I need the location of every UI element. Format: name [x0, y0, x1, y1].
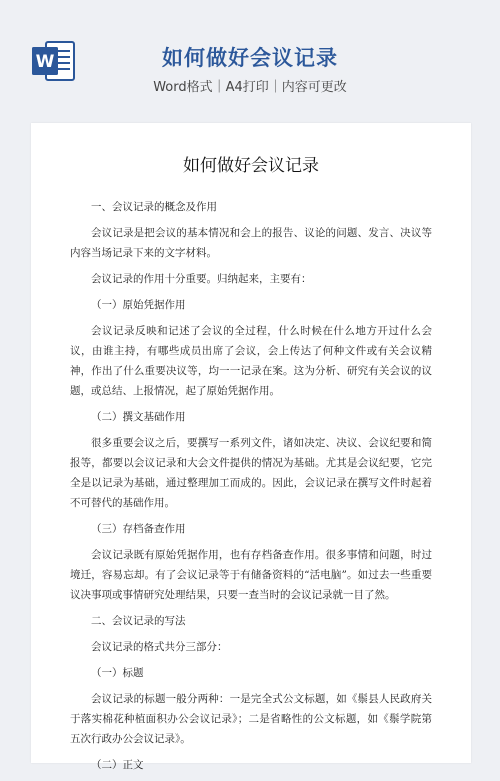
page-header: [0, 0, 500, 118]
section-heading: 二、会议记录的写法: [91, 615, 186, 627]
subsection-heading: （三）存档备查作用: [91, 523, 186, 535]
page-subtitle: Word格式｜A4打印｜内容可更改: [153, 80, 347, 95]
document-page: [31, 123, 471, 771]
body-paragraph: 会议记录的标题一般分两种：一是完全式公文标题，如《鬃县人民政府关于落实棉花种植面积办公会议记录》；二是省略性的公文标题，如《鬃学院第五次行政办公会议记录》。: [70, 693, 432, 745]
subsection-heading: （二）正文: [91, 759, 144, 771]
page-title: 如何做好会议记录: [162, 46, 338, 70]
body-paragraph: 会议记录的作用十分重要。归纳起来，主要有：: [91, 273, 312, 285]
subsection-heading: （一）原始凭据作用: [91, 299, 186, 311]
body-paragraph: 会议记录是把会议的基本情况和会上的报告、议论的问题、发言、决议等内容当场记录下来的文字材料。: [70, 227, 432, 259]
document-title: 如何做好会议记录: [183, 156, 319, 176]
body-paragraph: 很多重要会议之后，要撰写一系列文件，诸如决定、决议、会议纪要和简报等，都要以会议记录和大会文件提供的情况为基础。尤其是会议纪要，它完全是以记录为基础，通过整理加工而成的。因此，会议记录在撰写文件时起着不可替代的基础作用。: [70, 437, 432, 509]
body-paragraph: 会议记录反映和记述了会议的全过程，什么时候在什么地方开过什么会议，由谁主持，有哪些成员出席了会议，会上传达了何种文件或有关会议精神，作出了什么重要决议等，均一一记录在案。这为分析、研究有关会议的议题，或总结、上报情况，起了原始凭据作用。: [70, 325, 432, 397]
section-heading: 一、会议记录的概念及作用: [91, 201, 217, 213]
document-body: [70, 197, 432, 781]
body-paragraph: 会议记录的格式共分三部分：: [91, 641, 228, 653]
svg-text:W: W: [35, 52, 55, 72]
subsection-heading: （一）标题: [91, 667, 144, 679]
body-paragraph: 会议记录既有原始凭据作用，也有存档备查作用。很多事情和问题，时过境迁，容易忘却。有了会议记录等于有储备资料的“活电脑”。如过去一些重要议决事项或事情研究处理结果，只要一查当时的会议记录就一目了然。: [70, 549, 432, 601]
subsection-heading: （二）撰文基础作用: [91, 411, 186, 423]
